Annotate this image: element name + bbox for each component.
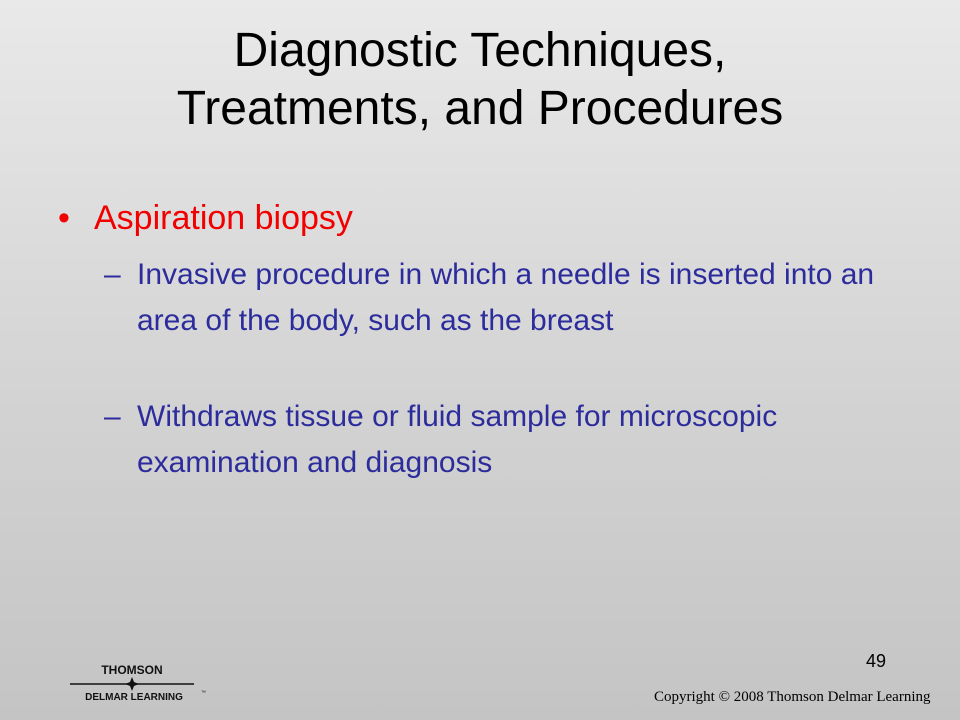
logo-top-text: THOMSON <box>101 663 163 677</box>
subpoint-item <box>104 252 904 344</box>
slide-title-line-1: Diagnostic Techniques, <box>233 24 727 77</box>
bullet-item <box>58 196 353 240</box>
subpoint-text: Withdraws tissue or fluid sample for microscopic examination and diagnosis <box>137 400 778 479</box>
copyright-text: Copyright © 2008 Thomson Delmar Learning <box>654 689 931 705</box>
thomson-delmar-logo <box>68 662 208 706</box>
page-number: 49 <box>866 651 887 671</box>
slide-title-line-2: Treatments, and Procedures <box>176 82 784 135</box>
subpoint-dash: – <box>104 400 121 433</box>
logo-bottom-text: DELMAR LEARNING <box>85 692 183 703</box>
subpoint-text: Invasive procedure in which a needle is inserted into an area of the body, such as the breast <box>137 258 875 337</box>
star-icon <box>125 677 139 691</box>
logo-tm: ™ <box>201 690 206 696</box>
bullet-text: Aspiration biopsy <box>94 199 353 237</box>
subpoint-dash: – <box>104 258 121 291</box>
subpoint-item <box>104 394 904 486</box>
bullet-marker: • <box>58 199 70 237</box>
slide-title <box>0 22 960 138</box>
